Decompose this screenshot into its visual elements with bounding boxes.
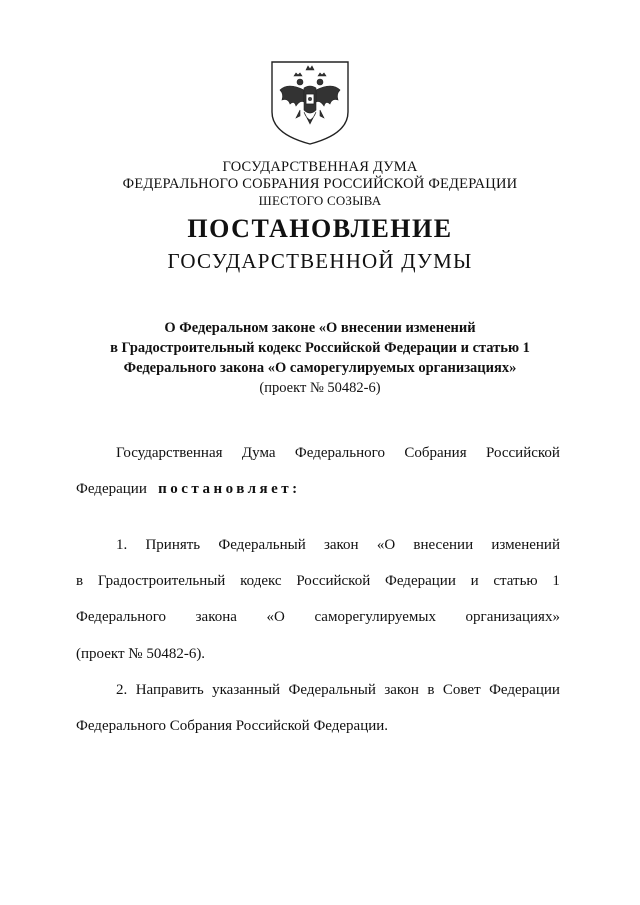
project-number: (проект № 50482-6): [259, 380, 381, 396]
subject-line: в Градостроительный кодекс Российской Федерации и статью 1: [110, 340, 530, 356]
preamble-line-2: [76, 479, 560, 499]
word: Принять: [145, 537, 201, 553]
word: организациях»: [465, 609, 560, 625]
word: Собрания: [404, 445, 467, 461]
document-subtitle: ГОСУДАРСТВЕННОЙ ДУМЫ: [167, 249, 473, 273]
word: кодекс: [240, 573, 282, 589]
word: Федерального: [294, 445, 385, 461]
word: Совет: [442, 682, 481, 698]
header-line-federal-assembly: ФЕДЕРАЛЬНОГО СОБРАНИЯ РОССИЙСКОЙ ФЕДЕРАЦИИ: [122, 176, 518, 192]
word: Направить: [135, 682, 204, 698]
word: Федерации: [76, 481, 147, 497]
word: Федеральный: [218, 537, 306, 553]
word: Федерации: [385, 573, 456, 589]
subject-block: [100, 318, 540, 398]
word: внесении: [413, 537, 474, 553]
word: Государственная: [116, 445, 223, 461]
word: Российской: [486, 445, 560, 461]
word: «О: [376, 537, 396, 553]
word: Российской: [296, 573, 371, 589]
word: «О: [266, 609, 285, 625]
header-line-state-duma: ГОСУДАРСТВЕННАЯ ДУМА: [222, 159, 418, 175]
word: Федеральный: [288, 682, 376, 698]
item-1-line-4: (проект № 50482-6).: [76, 646, 206, 662]
word: саморегулируемых: [314, 609, 436, 625]
word: 1: [552, 573, 560, 589]
word: и: [470, 573, 479, 589]
preamble-line-1: [76, 443, 560, 463]
word: 2.: [116, 682, 128, 698]
decree-word: постановляет:: [158, 481, 301, 497]
word: изменений: [491, 537, 560, 553]
word: статью: [493, 573, 538, 589]
item-1-line-1: [76, 535, 560, 555]
document-title: ПОСТАНОВЛЕНИЕ: [187, 214, 453, 243]
word: закона: [195, 609, 237, 625]
word: Градостроительный: [97, 573, 226, 589]
word: закон: [323, 537, 359, 553]
word: в: [76, 573, 84, 589]
word: Федерального: [76, 609, 167, 625]
item-2-line-1: [76, 680, 560, 700]
word: Федерации: [489, 682, 560, 698]
word: закон: [384, 682, 419, 698]
item-2-line-2: Федерального Собрания Российской Федерации.: [76, 718, 389, 734]
subject-line: Федерального закона «О саморегулируемых организациях»: [123, 360, 517, 376]
header-line-convocation: ШЕСТОГО СОЗЫВА: [258, 193, 382, 208]
word: в: [427, 682, 435, 698]
russian-coat-of-arms-icon: [270, 60, 350, 146]
item-1-line-3: [76, 607, 560, 627]
word: 1.: [116, 537, 128, 553]
word: Дума: [241, 445, 276, 461]
item-1-line-2: [76, 571, 560, 591]
subject-line: О Федеральном законе «О внесении изменений: [164, 320, 476, 336]
word: указанный: [212, 682, 281, 698]
